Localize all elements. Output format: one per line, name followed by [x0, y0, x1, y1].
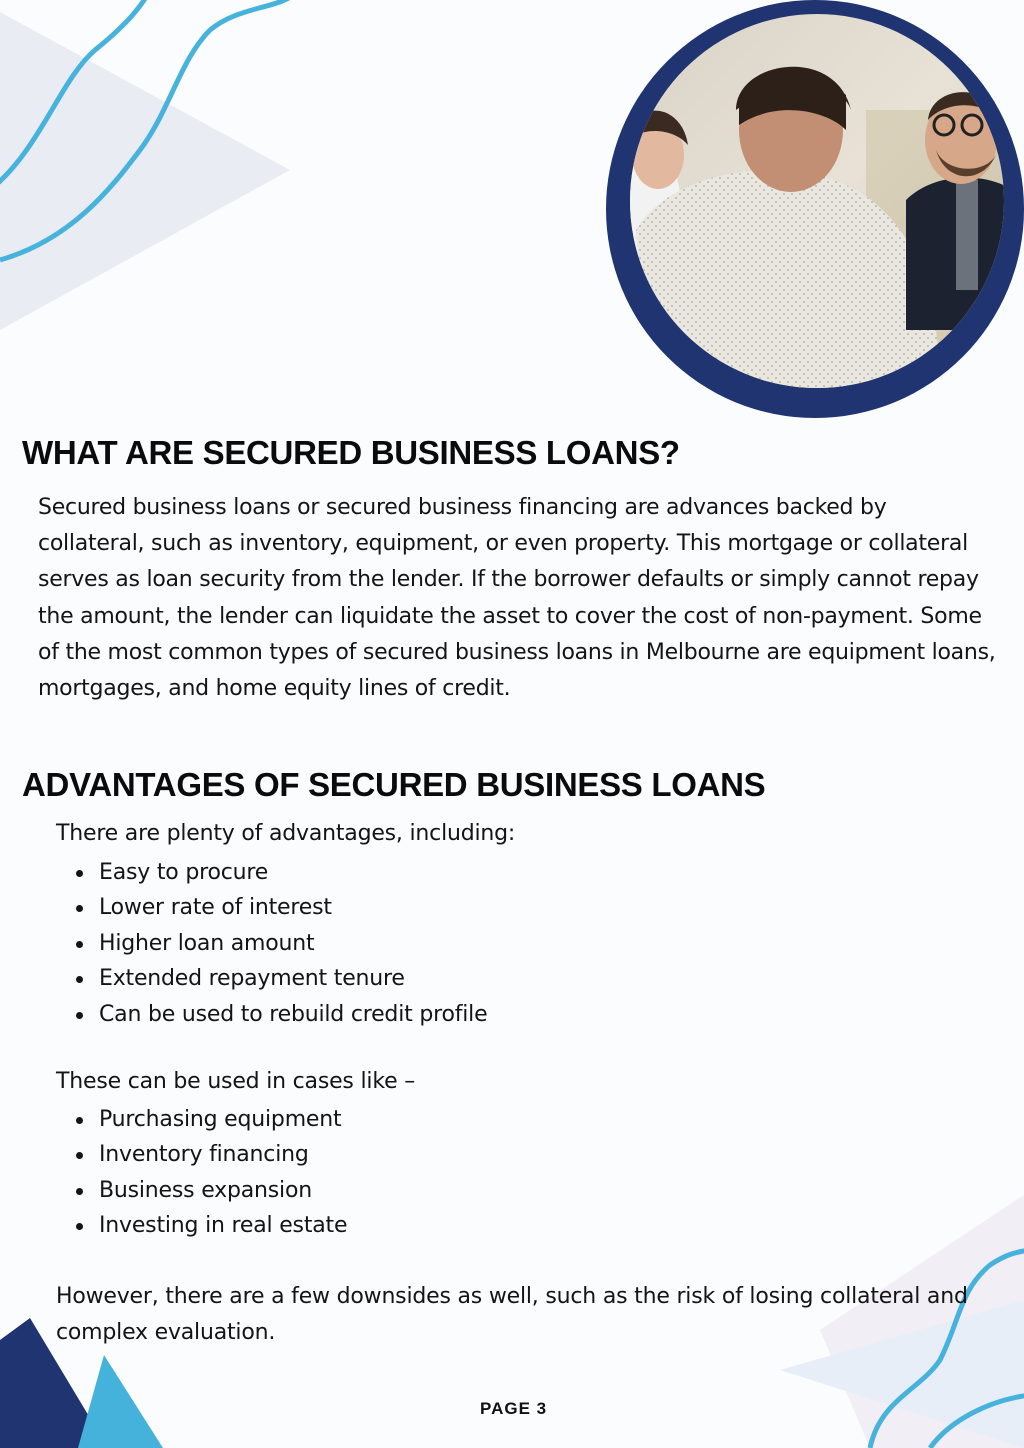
list-item: Higher loan amount — [56, 926, 487, 961]
section-body-paragraph: Secured business loans or secured business financing are advances backed by collateral, such as inventory, equipment, or even property. This mortgage or collateral serves as loan security from the lender. If the borrower defaults or simply cannot repay the amount, the lender can liquidate the asset to cover the cost of non-payment. Some of the most common types of secured business loans in Melbourne are equipment loans, mortgages, and home equity lines of credit. — [38, 495, 996, 702]
list-item: Can be used to rebuild credit profile — [56, 997, 487, 1032]
hero-photo — [606, 0, 1024, 418]
advantages-list — [56, 855, 487, 1032]
bottom-left-blue-triangle — [78, 1355, 163, 1448]
list-item: Lower rate of interest — [56, 890, 487, 925]
top-left-gray-triangle — [0, 12, 290, 330]
page-number: PAGE 3 — [480, 1399, 548, 1418]
uses-list — [56, 1102, 347, 1244]
advantages-intro: There are plenty of advantages, including: — [56, 821, 516, 846]
list-item: Investing in real estate — [56, 1208, 347, 1243]
section-title-what-are: WHAT ARE SECURED BUSINESS LOANS? — [22, 434, 680, 471]
list-item: Purchasing equipment — [56, 1102, 347, 1137]
list-item: Business expansion — [56, 1173, 347, 1208]
list-item: Inventory financing — [56, 1137, 347, 1172]
uses-intro: These can be used in cases like – — [56, 1069, 415, 1094]
list-item: Extended repayment tenure — [56, 961, 487, 996]
list-item: Easy to procure — [56, 855, 487, 890]
section-title-advantages: ADVANTAGES OF SECURED BUSINESS LOANS — [22, 766, 766, 803]
closing-paragraph: However, there are a few downsides as well, such as the risk of losing collateral and complex evaluation. — [56, 1284, 968, 1345]
